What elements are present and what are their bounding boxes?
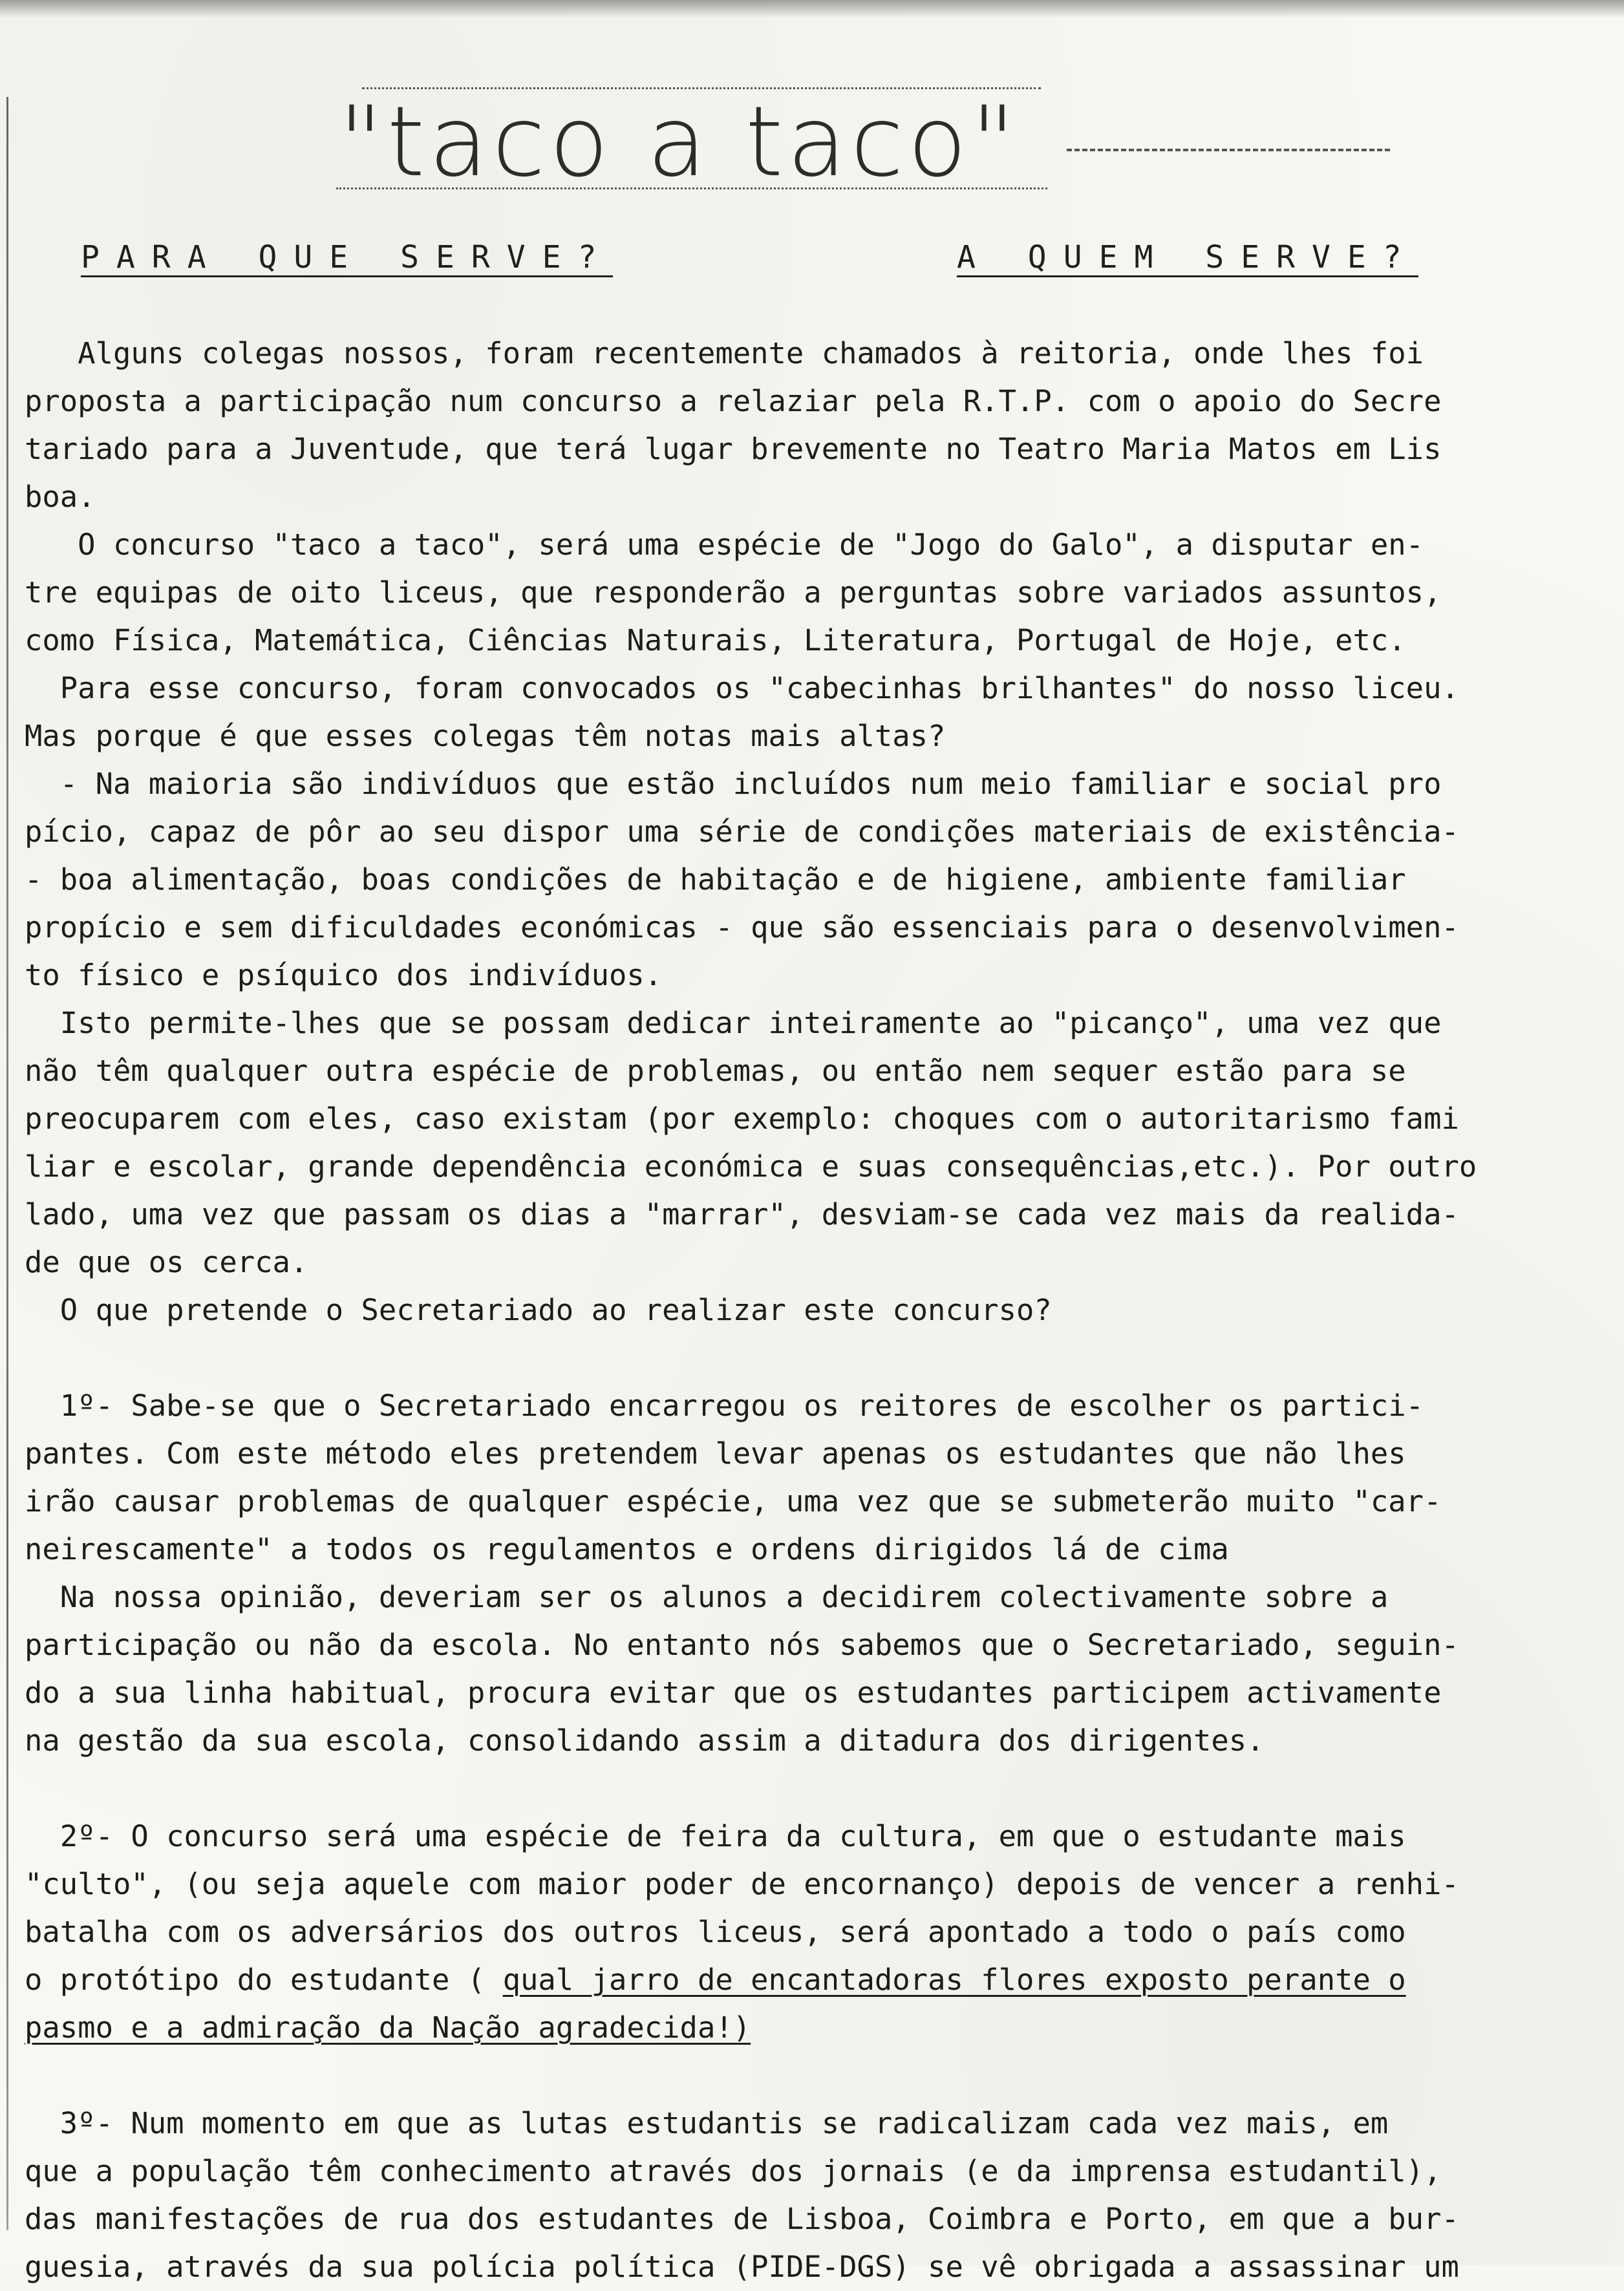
text-line: preocuparem com eles, caso existam (por exemplo: choques com o autoritarismo fami bbox=[25, 1102, 1459, 1136]
text-line: 1º- Sabe-se que o Secretariado encarregou os reitores de escolher os partici- bbox=[25, 1389, 1424, 1423]
text-line: não têm qualquer outra espécie de problemas, ou então nem sequer estão para se bbox=[25, 1054, 1406, 1088]
text-line: Alguns colegas nossos, foram recentemente chamados à reitoria, onde lhes foi bbox=[25, 336, 1424, 370]
text-line: Para esse concurso, foram convocados os "cabecinhas brilhantes" do nosso liceu. bbox=[25, 671, 1459, 705]
text-line: pantes. Com este método eles pretendem levar apenas os estudantes que não lhes bbox=[25, 1436, 1406, 1471]
underlined-passage: qual jarro de encantadoras flores exposto perante o bbox=[502, 1963, 1406, 1997]
text-line: tariado para a Juventude, que terá lugar brevemente no Teatro Maria Matos em Lis bbox=[25, 432, 1442, 466]
subheading-left-text: PARA QUE SERVE? bbox=[81, 239, 613, 277]
text-line: 2º- O concurso será uma espécie de feira da cultura, em que o estudante mais bbox=[25, 1819, 1406, 1853]
text-line: irão causar problemas de qualquer espécie, uma vez que se submeterão muito "car- bbox=[25, 1484, 1442, 1518]
subheading-right bbox=[957, 238, 1418, 277]
text-line: "culto", (ou seja aquele com maior poder de encornanço) depois de vencer a renhi- bbox=[25, 1867, 1459, 1901]
text-line: Isto permite-lhes que se possam dedicar inteiramente ao "picanço", uma vez que bbox=[25, 1006, 1442, 1040]
text-line: O que pretende o Secretariado ao realizar este concurso? bbox=[25, 1293, 1052, 1327]
underlined-passage: pasmo e a admiração da Nação agradecida!) bbox=[25, 2010, 751, 2045]
blank-line bbox=[25, 2052, 1596, 2100]
scan-top-shadow bbox=[0, 0, 1624, 18]
blank-line bbox=[25, 1765, 1596, 1813]
masthead-title: "taco a taco" bbox=[338, 86, 1020, 198]
text-line: Mas porque é que esses colegas têm notas mais altas? bbox=[25, 719, 946, 753]
body-text bbox=[25, 330, 1596, 2291]
text-line: O concurso "taco a taco", será uma espécie de "Jogo do Galo", a disputar en- bbox=[25, 527, 1424, 562]
text-line: proposta a participação num concurso a relaziar pela R.T.P. com o apoio do Secre bbox=[25, 384, 1442, 418]
scan-left-edge bbox=[6, 97, 8, 2230]
text-line: - boa alimentação, boas condições de habitação e de higiene, ambiente familiar bbox=[25, 862, 1406, 897]
masthead-dash-line bbox=[1067, 149, 1390, 151]
text-line: de que os cerca. bbox=[25, 1245, 308, 1279]
text-line: Na nossa opinião, deveriam ser os alunos a decidirem colectivamente sobre a bbox=[25, 1580, 1389, 1614]
text-line: lado, uma vez que passam os dias a "marrar", desviam-se cada vez mais da realida- bbox=[25, 1197, 1459, 1231]
subheading-right-text: A QUEM SERVE? bbox=[957, 239, 1418, 277]
masthead-dotted-rule-bottom bbox=[336, 187, 1047, 189]
text-line: - Na maioria são indivíduos que estão incluídos num meio familiar e social pro bbox=[25, 767, 1442, 801]
text-line: na gestão da sua escola, consolidando assim a ditadura dos dirigentes. bbox=[25, 1723, 1265, 1758]
text-line: boa. bbox=[25, 480, 96, 514]
text-line: to físico e psíquico dos indivíduos. bbox=[25, 958, 663, 992]
text-line: batalha com os adversários dos outros liceus, será apontado a todo o país como bbox=[25, 1915, 1406, 1949]
text-line: liar e escolar, grande dependência económica e suas consequências,etc.). Por outro bbox=[25, 1149, 1477, 1184]
text-line: guesia, através da sua polícia política (PIDE-DGS) se vê obrigada a assassinar um bbox=[25, 2250, 1459, 2284]
subheading-left bbox=[81, 238, 613, 277]
text-line: que a população têm conhecimento através dos jornais (e da imprensa estudantil), bbox=[25, 2154, 1442, 2188]
text-line: 3º- Num momento em que as lutas estudantis se radicalizam cada vez mais, em bbox=[25, 2106, 1389, 2140]
text-line: participação ou não da escola. No entanto nós sabemos que o Secretariado, seguin- bbox=[25, 1628, 1459, 1662]
blank-line bbox=[25, 1334, 1596, 1382]
text-line: tre equipas de oito liceus, que responderão a perguntas sobre variados assuntos, bbox=[25, 575, 1442, 610]
text-line: o protótipo do estudante ( qual jarro de encantadoras flores exposto perante o bbox=[25, 1963, 1406, 1997]
text-line: do a sua linha habitual, procura evitar que os estudantes participem activamente bbox=[25, 1676, 1442, 1710]
text-line: propício e sem dificuldades económicas - que são essenciais para o desenvolvimen- bbox=[25, 910, 1459, 944]
text-line bbox=[25, 2004, 1596, 2052]
text-line: das manifestações de rua dos estudantes de Lisboa, Coimbra e Porto, em que a bur- bbox=[25, 2202, 1459, 2236]
text-line: neirescamente" a todos os regulamentos e ordens dirigidos lá de cima bbox=[25, 1532, 1229, 1566]
text-line: como Física, Matemática, Ciências Naturais, Literatura, Portugal de Hoje, etc. bbox=[25, 623, 1406, 657]
text-line: pício, capaz de pôr ao seu dispor uma série de condições materiais de existência- bbox=[25, 815, 1459, 849]
